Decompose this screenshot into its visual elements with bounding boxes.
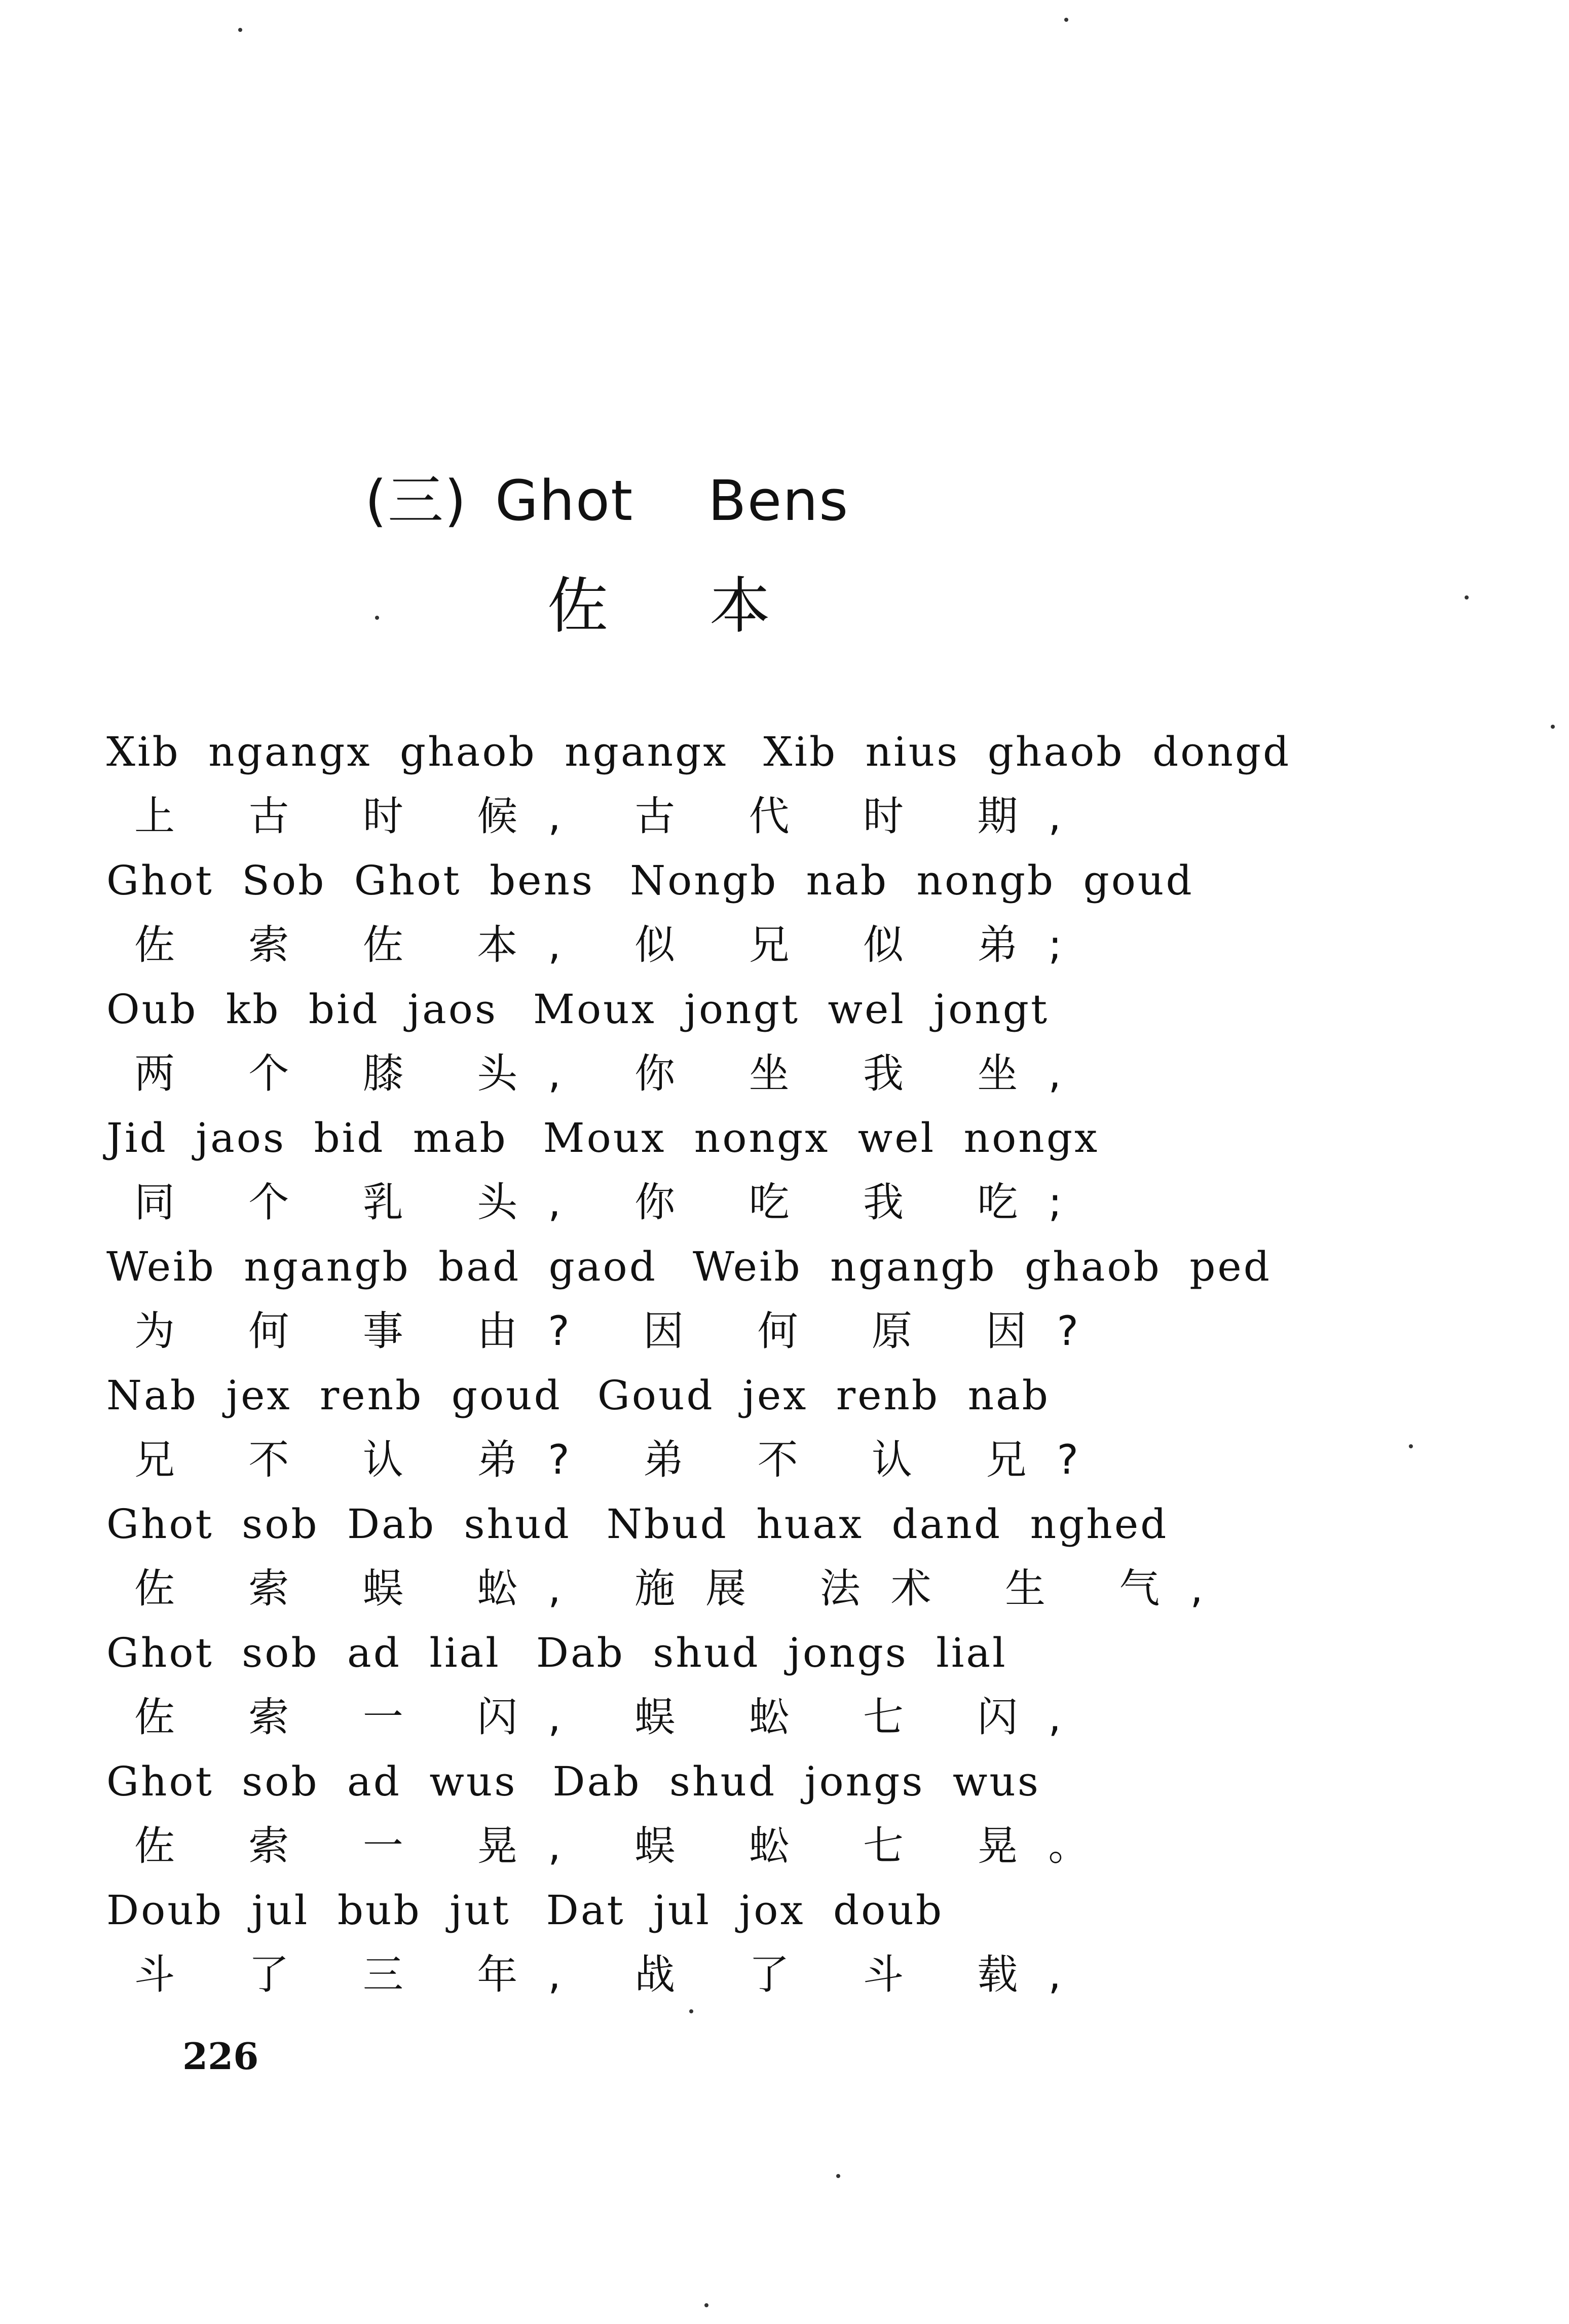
miao-line-5-b: Weib ngangb ghaob ped xyxy=(692,1243,1272,1290)
miao-line-3-b: Moux jongt wel jongt xyxy=(533,986,1050,1033)
miao-line-8-a: Ghot sob ad lial xyxy=(106,1629,501,1676)
han-line-3: 两 个 膝 头, 你 坐 我 坐, xyxy=(134,1050,1092,1097)
miao-line-9-a: Ghot sob ad wus xyxy=(106,1758,517,1805)
chinese-title: 佐本 xyxy=(547,571,872,642)
miao-line-1-b: Xib nius ghaob dongd xyxy=(763,728,1291,775)
miao-line-4 xyxy=(106,1106,1424,1170)
han-line-9: 佐 索 一 晃, 蜈 蚣 七 晃。 xyxy=(134,1822,1119,1869)
miao-line-2-b: Nongb nab nongb goud xyxy=(630,857,1194,904)
section-title xyxy=(365,456,849,536)
scan-speck xyxy=(1064,18,1068,22)
title-word-1: Ghot xyxy=(495,468,634,533)
miao-line-6-b: Goud jex renb nab xyxy=(597,1372,1050,1419)
verse-block xyxy=(106,720,1424,2007)
miao-line-6 xyxy=(106,1363,1424,1428)
miao-line-10 xyxy=(106,1878,1424,1942)
miao-line-3-a: Oub kb bid jaos xyxy=(106,986,498,1033)
miao-line-6-a: Nab jex renb goud xyxy=(106,1372,562,1419)
section-number: (三) xyxy=(365,468,467,533)
han-line-10: 斗 了 三 年, 战 了 斗 载, xyxy=(134,1951,1092,1998)
han-line-4: 同 个 乳 头, 你 吃 我 吃; xyxy=(134,1179,1093,1226)
miao-line-1 xyxy=(106,720,1424,784)
miao-line-8 xyxy=(106,1621,1424,1685)
miao-line-4-a: Jid jaos bid mab xyxy=(106,1114,508,1161)
page-number: 226 xyxy=(182,2035,259,2078)
miao-line-7-b: Nbud huax dand nghed xyxy=(606,1501,1169,1548)
scan-speck xyxy=(1465,595,1469,599)
scan-speck xyxy=(1409,1444,1413,1448)
miao-line-5 xyxy=(106,1234,1424,1299)
scan-speck xyxy=(836,2174,840,2178)
han-line-1: 上 古 时 候, 古 代 时 期, xyxy=(134,793,1092,840)
miao-line-5-a: Weib ngangb bad gaod xyxy=(106,1243,657,1290)
miao-line-10-a: Doub jul bub jut xyxy=(106,1887,511,1934)
scan-speck xyxy=(704,2303,708,2307)
miao-line-7-a: Ghot sob Dab shud xyxy=(106,1501,571,1548)
miao-line-10-b: Dat jul jox doub xyxy=(546,1887,944,1934)
han-line-6: 兄 不 认 弟? 弟 不 认 兄? xyxy=(134,1436,1109,1483)
miao-line-3 xyxy=(106,977,1424,1041)
miao-line-4-b: Moux nongx wel nongx xyxy=(543,1114,1100,1161)
miao-line-2 xyxy=(106,848,1424,913)
han-line-8: 佐 索 一 闪, 蜈 蚣 七 闪, xyxy=(134,1694,1092,1741)
scan-speck xyxy=(375,616,379,620)
scan-speck xyxy=(689,2009,693,2013)
han-line-5: 为 何 事 由? 因 何 原 因? xyxy=(134,1307,1109,1355)
scan-speck xyxy=(238,28,242,32)
han-line-2: 佐 索 佐 本, 似 兄 似 弟; xyxy=(134,921,1093,968)
scan-speck xyxy=(1551,725,1555,729)
miao-line-8-b: Dab shud jongs lial xyxy=(536,1629,1007,1676)
miao-line-2-a: Ghot Sob Ghot bens xyxy=(106,857,595,904)
han-line-7: 佐 索 蜈 蚣, 施展 法术 生 气, xyxy=(134,1565,1234,1612)
title-word-2: Bens xyxy=(708,468,849,533)
miao-line-1-a: Xib ngangx ghaob ngangx xyxy=(106,728,728,775)
miao-line-9 xyxy=(106,1749,1424,1814)
miao-line-7 xyxy=(106,1492,1424,1556)
miao-line-9-b: Dab shud jongs wus xyxy=(552,1758,1040,1805)
